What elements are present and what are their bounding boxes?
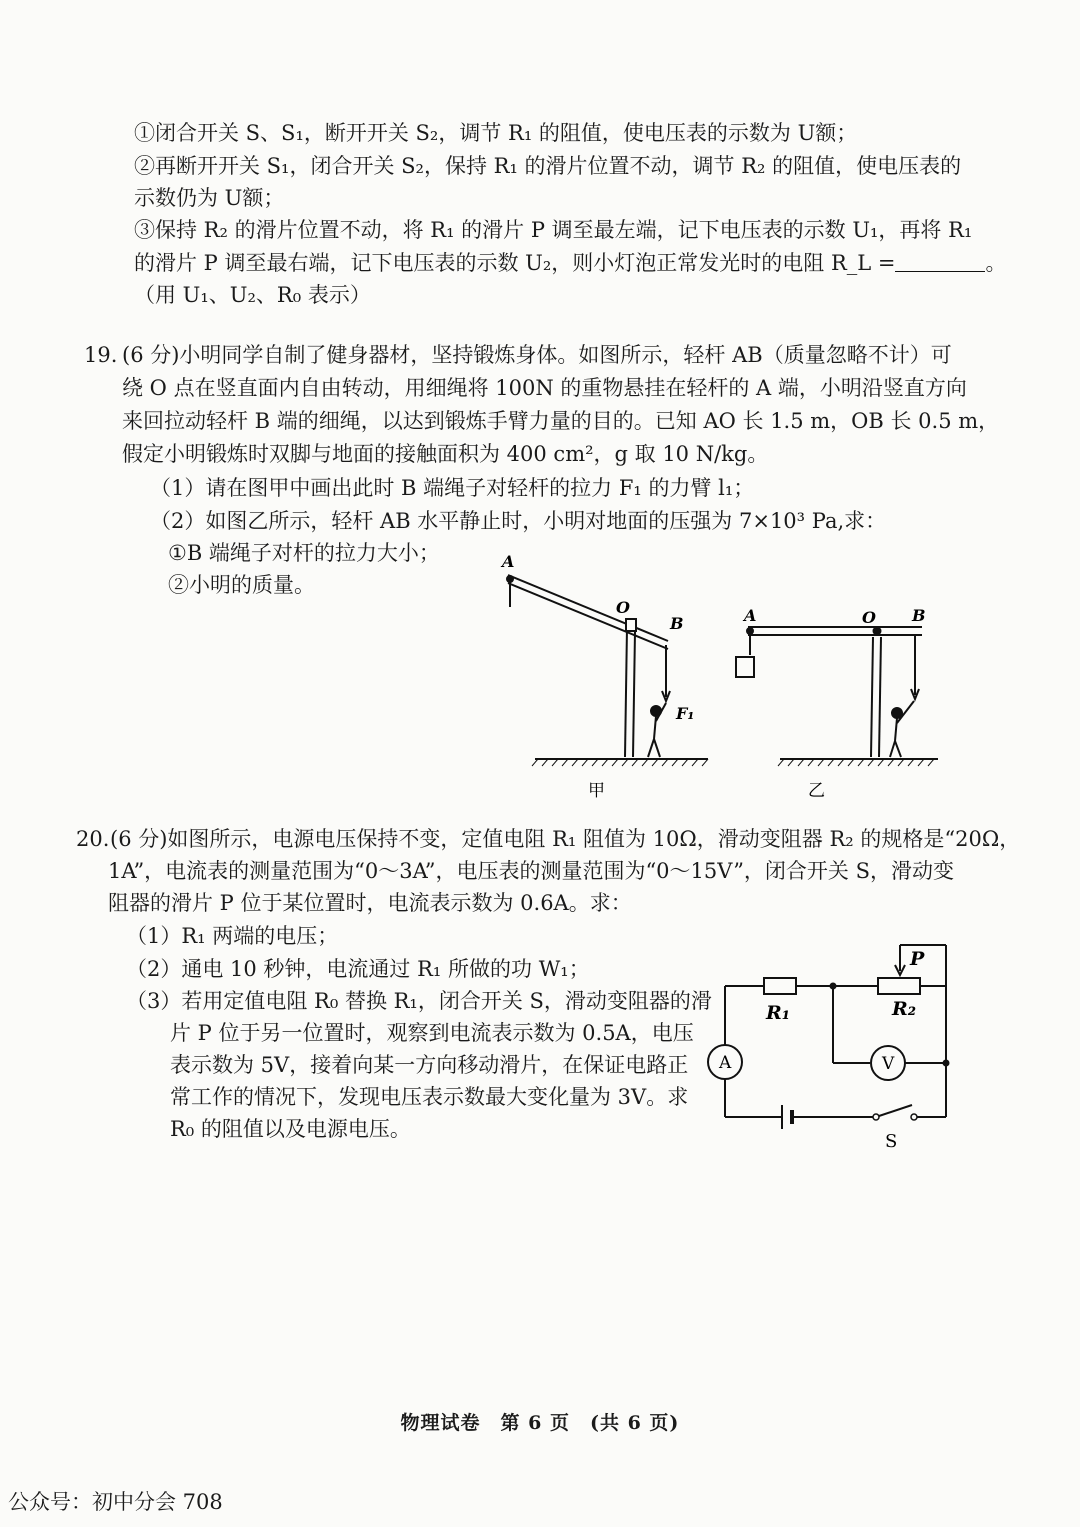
q18-step1: ①闭合开关 S、S₁，断开开关 S₂，调节 R₁ 的阻值，使电压表的示数为 U额； [134,121,858,145]
q19-line2: 绕 O 点在竖直面内自由转动，用细绳将 100N 的重物悬挂在轻杆的 A 端，小明沿竖直方向 [122,376,967,400]
q20-part3a: （3）若用定值电阻 R₀ 替换 R₁，闭合开关 S，滑动变阻器的滑 [126,989,712,1013]
yi-label-a: A [744,606,757,625]
q20-line2: 1A”，电流表的测量范围为“0～3A”，电压表的测量范围为“0～15V”，闭合开关 S，滑动变 [108,859,954,883]
q19-part1: （1）请在图甲中画出此时 B 端绳子对轻杆的拉力 F₁ 的力臂 l₁； [150,476,755,500]
q18-step3b-row: 的滑片 P 调至最右端，记下电压表的示数 U₂，则小灯泡正常发光时的电阻 R_L = 。 [134,251,1007,275]
q19-line3: 来回拉动轻杆 B 端的细绳，以达到锻炼手臂力量的目的。已知 AO 长 1.5 m，OB 长 0.5 m， [122,409,1000,433]
q20-number: 20. [76,827,110,851]
jia-label-a: A [502,552,515,571]
yi-label-b: B [912,606,926,625]
rheostat-r2 [878,978,920,994]
q19-part2: （2）如图乙所示，轻杆 AB 水平静止时，小明对地面的压强为 7×10³ Pa,求： [150,509,887,533]
q20-line1: (6 分)如图所示，电源电压保持不变，定值电阻 R₁ 阻值为 10Ω，滑动变阻器 R₂ 的规格是“20Ω， [110,827,1021,851]
label-p: P [910,948,925,970]
jia-label-f1: F₁ [676,704,695,723]
jia-caption: 甲 [588,781,605,801]
jia-label-b: B [670,614,684,633]
resistor-r1 [764,978,796,994]
ground-hatch-yi [778,759,934,766]
answer-blank [895,253,985,272]
lever-figures [490,545,960,805]
circuit-diagram [700,935,960,1155]
q20-part3e: R₀ 的阻值以及电源电压。 [170,1117,411,1141]
page-footer: 物理试卷 第 6 页 (共 6 页) [400,1412,680,1434]
label-v: V [882,1054,895,1074]
q20-part3d: 常工作的情况下，发现电压表示数最大变化量为 3V。求 [170,1085,689,1109]
q18-step3c: （用 U₁、U₂、R₀ 表示） [134,283,371,307]
figure-jia [507,575,708,759]
q20-part2: （2）通电 10 秒钟，电流通过 R₁ 所做的功 W₁； [126,957,590,981]
q20-part3c: 表示数为 5V，接着向某一方向移动滑片，在保证电路正 [170,1053,689,1077]
q20-line3: 阻器的滑片 P 位于某位置时，电流表示数为 0.6A。求： [108,891,632,915]
q20-part1: （1）R₁ 两端的电压； [126,924,339,948]
q18-step2a: ②再断开开关 S₁，闭合开关 S₂，保持 R₁ 的滑片位置不动，调节 R₂ 的阻值，使电压表的 [134,154,962,178]
figure-yi [736,627,938,759]
q18-step3a: ③保持 R₂ 的滑片位置不动，将 R₁ 的滑片 P 调至最左端，记下电压表的示数 U₁，再将 R₁ [134,218,973,242]
ground-hatch-jia [532,759,708,766]
yi-caption: 乙 [808,781,825,801]
q19-line1: (6 分)小明同学自制了健身器材，坚持锻炼身体。如图所示，轻杆 AB（质量忽略不计）可 [122,343,952,367]
label-r1: R₁ [766,1002,791,1024]
q18-step3b: 的滑片 P 调至最右端，记下电压表的示数 U₂，则小灯泡正常发光时的电阻 R_L = [134,251,896,275]
jia-label-o: O [616,598,630,617]
label-s: S [885,1131,898,1152]
q18-step2b: 示数仍为 U额； [134,186,285,210]
q19-sub2: ②小明的质量。 [168,573,315,597]
q19-line4: 假定小明锻炼时双脚与地面的接触面积为 400 cm²，g 取 10 N/kg。 [122,442,769,466]
q20-part3b: 片 P 位于另一位置时，观察到电流表示数为 0.5A，电压 [170,1021,694,1045]
yi-label-o: O [862,608,876,627]
q19-number: 19. [84,343,118,367]
label-a: A [719,1053,732,1073]
label-r2: R₂ [892,998,917,1020]
q19-sub1: ①B 端绳子对杆的拉力大小； [168,541,440,565]
watermark: 公众号：初中分会 708 [8,1490,223,1514]
